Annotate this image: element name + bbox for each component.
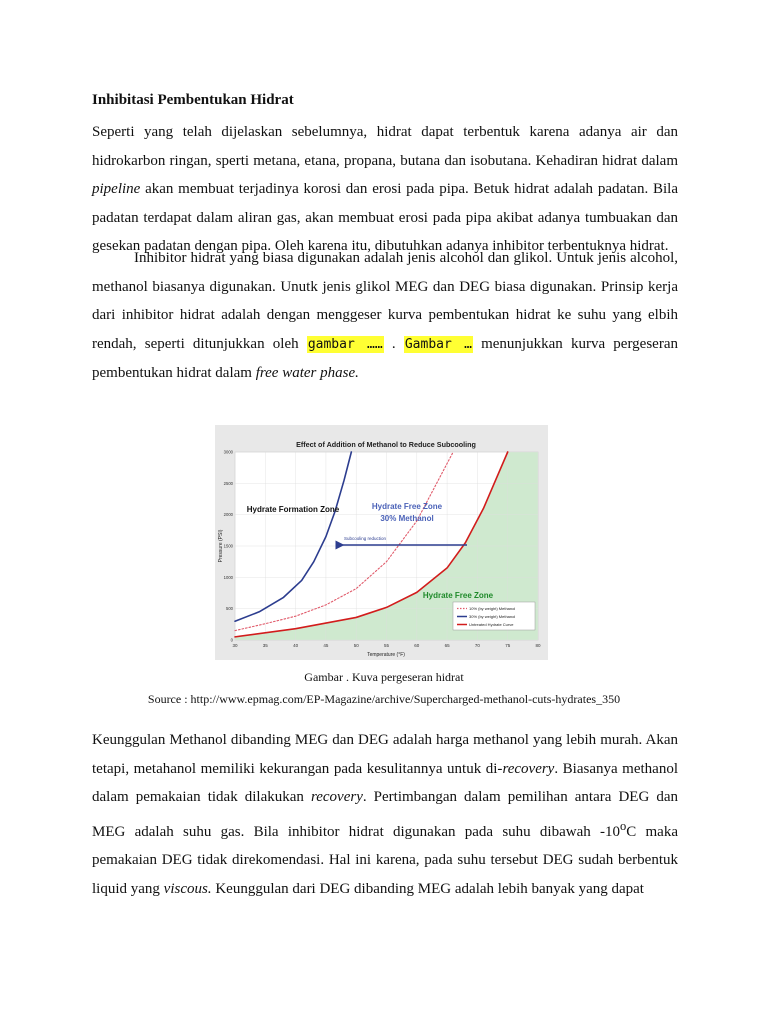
x-tick-label: 40	[293, 643, 299, 648]
p3-italic-recovery-2: recovery	[310, 789, 363, 806]
annotation-hydrate-formation-zone: Hydrate Formation Zone	[246, 505, 340, 514]
y-tick-label: 0	[230, 637, 233, 643]
y-tick-label: 2500	[223, 480, 233, 486]
x-tick-label: 65	[444, 643, 450, 648]
p3-text-c: . Biasanya methanol dalam pemakaian tidak dilakukan	[92, 760, 678, 806]
annotation-subcooling-reduction: Subcooling reduction	[343, 536, 387, 541]
legend-label-30-methanol: 30% (by weight) Methanol	[469, 614, 516, 619]
legend-label-10-methanol: 10% (by weight) Methanol	[469, 606, 516, 611]
chart-legend	[453, 602, 535, 630]
p3-text-i: Keunggulan dari DEG dibanding MEG adalah lebih banyak yang dapat	[211, 880, 644, 897]
paragraph-3	[92, 726, 678, 904]
paragraph-1	[92, 118, 678, 261]
p1-text-a: Seperti yang telah dijelaskan sebelumnya, hidrat dapat terbentuk karena adanya air dan hidrokarbon ringan, sperti metana, etana, propana, butana dan isobutana. Kehadiran hidrat dalam	[92, 124, 678, 169]
x-tick-label: 50	[353, 643, 359, 648]
section-heading: Inhibitasi Pembentukan Hidrat	[92, 92, 294, 108]
x-tick-label: 45	[323, 643, 329, 648]
x-tick-label: 70	[474, 643, 480, 648]
y-tick-label: 3000	[223, 449, 233, 455]
highlight-gambar-2: Gambar …	[404, 336, 472, 352]
y-tick-label: 1000	[223, 574, 233, 580]
paragraph-2	[92, 244, 678, 388]
x-tick-label: 35	[262, 643, 268, 648]
figure-source: Source : http://www.epmag.com/EP-Magazine/archive/Supercharged-methanol-cuts-hydrates_350	[147, 692, 621, 706]
x-tick-label: 75	[505, 643, 511, 648]
p2-italic-free-water-phase: free water phase.	[255, 365, 359, 382]
hydrate-chart	[215, 425, 548, 660]
p2-text-a: Inhibitor hidrat yang biasa digunakan adalah jenis alcohol dan glikol. Untuk jenis alcohol, methanol biasanya digunakan. Unutk jenis glikol MEG dan DEG biasa digunakan. Prinsip kerja dari inhibitor hidrat adalah dengan menggeser kurva pembentukan hidrat ke suhu yang elbih rendah, seperti ditunjukkan oleh	[92, 250, 678, 352]
legend-label-untreated: Untreated Hydrate Curve	[469, 622, 514, 627]
x-axis-label: Temperature (°F)	[367, 652, 405, 658]
p2-text-c: menunjukkan kurva pergeseran pembentukan hidrat dalam	[92, 335, 678, 382]
p3-text-e: . Pertimbangan dalam pemilihan antara DEG dan MEG adalah suhu gas. Bila inhibitor hidrat digunakan pada suhu dibawah -10	[92, 789, 678, 840]
x-tick-label: 60	[414, 643, 420, 648]
x-tick-label: 55	[383, 643, 390, 648]
p1-text-c: akan membuat terjadinya korosi dan erosi pada pipa. Betuk hidrat adalah padatan. Bila padatan terdapat dalam aliran gas, akan membuat erosi pada pipa akibat adanya tumbuakan dan gesekan padatan dengan pipa. Oleh karena itu, dibutuhkan adanya inhibitor terbentuknya hidrat.	[92, 181, 678, 255]
y-tick-label: 1500	[223, 543, 233, 549]
highlight-gambar-1: gambar ……	[307, 336, 383, 352]
p3-italic-recovery-1: recovery	[502, 760, 555, 777]
p2-text-b: .	[383, 335, 404, 352]
y-axis-label: Pressure (PSI)	[218, 529, 224, 563]
x-tick-label: 80	[535, 643, 541, 648]
p3-text-a: Keunggulan Methanol dibanding MEG dan DEG adalah harga methanol yang lebih murah. Akan tetapi, metahanol memiliki kekurangan pada kesulitannya untuk di-	[92, 732, 678, 777]
chart-title: Effect of Addition of Methanol to Reduce Subcooling	[296, 440, 476, 449]
p3-text-g: C maka pemakaian DEG tidak direkomendasi. Hal ini karena, pada suhu tersebut DEG sudah berbentuk liquid yang	[92, 823, 678, 897]
annotation-hydrate-free-zone: Hydrate Free Zone	[422, 591, 494, 600]
y-tick-label: 2000	[223, 512, 233, 518]
degree-superscript: o	[620, 818, 627, 833]
hydrate-chart-figure	[215, 425, 548, 660]
annotation-methanol-free-zone: Hydrate Free Zone	[371, 502, 443, 511]
p1-italic-pipeline: pipeline	[92, 181, 141, 198]
x-tick-label: 30	[232, 643, 238, 648]
annotation-30-methanol: 30% Methanol	[380, 514, 434, 523]
figure-caption: Gambar . Kuva pergeseran hidrat	[304, 670, 464, 684]
p3-italic-viscous: viscous.	[163, 880, 212, 897]
y-tick-label: 500	[226, 606, 233, 612]
